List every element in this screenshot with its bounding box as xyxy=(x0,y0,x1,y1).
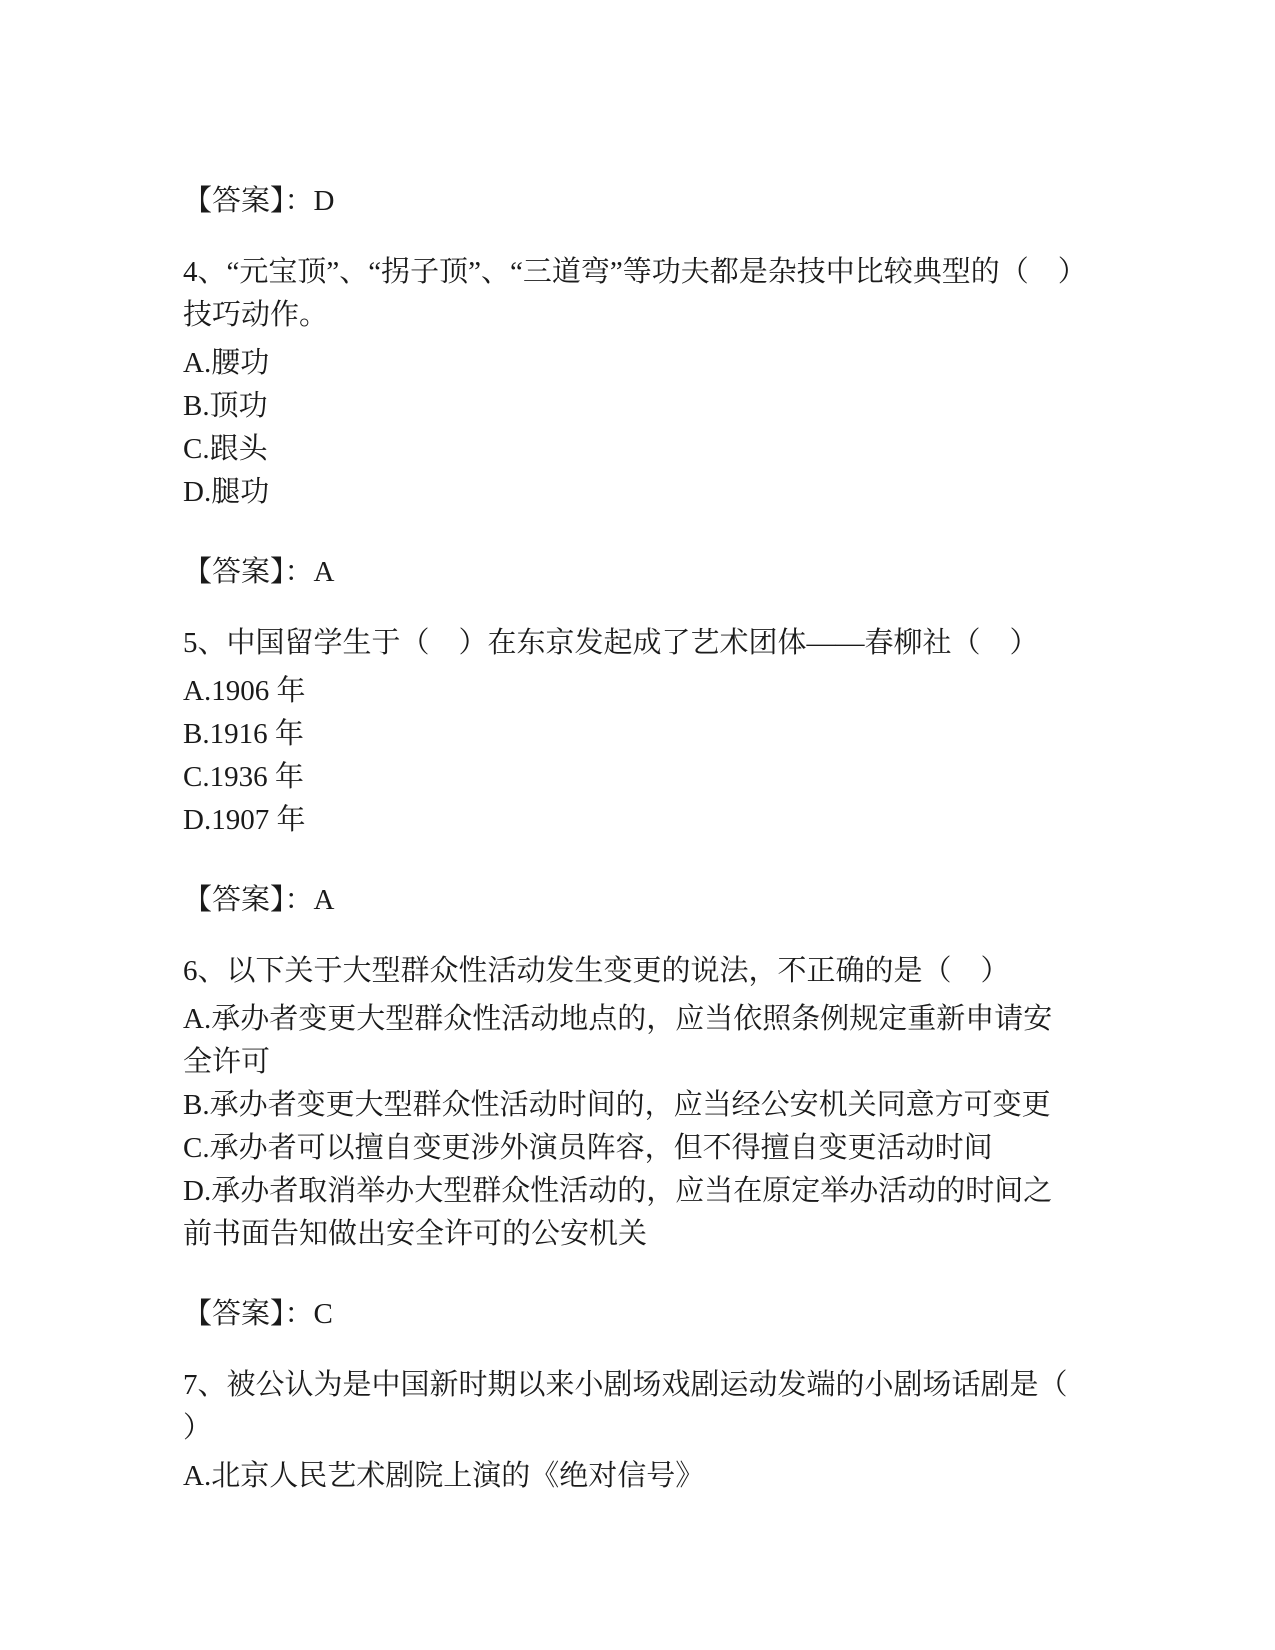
question-text xyxy=(183,622,1073,665)
question-block-6 xyxy=(183,950,1073,1256)
answer-line-q6 xyxy=(183,1293,1073,1336)
question-number: 5、 xyxy=(183,627,227,659)
question-block-5 xyxy=(183,622,1073,842)
question-body: 被公认为是中国新时期以来小剧场戏剧运动发端的小剧场话剧是（ ） xyxy=(183,1369,1068,1444)
question-body: “元宝顶”、“拐子顶”、“三道弯”等功夫都是杂技中比较典型的（ ）技巧动作。 xyxy=(183,256,1073,331)
option-d: D.承办者取消举办大型群众性活动的，应当在原定举办活动的时间之前书面告知做出安全许可的公安机关 xyxy=(183,1175,1053,1250)
question-number: 4、 xyxy=(183,256,227,288)
answer-label: 【答案】： xyxy=(183,556,314,588)
answer-label: 【答案】： xyxy=(183,884,314,916)
option-c: C.1936 年 xyxy=(183,761,304,793)
question-text xyxy=(183,251,1073,337)
option-a: A.承办者变更大型群众性活动地点的，应当依照条例规定重新申请安全许可 xyxy=(183,1003,1053,1078)
option-b: B.承办者变更大型群众性活动时间的，应当经公安机关同意方可变更 xyxy=(183,1089,1051,1121)
option-b: B.1916 年 xyxy=(183,718,304,750)
option-a: A.1906 年 xyxy=(183,675,306,707)
question-text xyxy=(183,1364,1073,1450)
options-list xyxy=(183,342,1073,514)
answer-value: A xyxy=(313,884,335,916)
answer-value: C xyxy=(313,1298,333,1330)
question-number: 6、 xyxy=(183,955,227,987)
question-body: 以下关于大型群众性活动发生变更的说法，不正确的是（ ） xyxy=(226,955,1010,987)
question-block-4 xyxy=(183,251,1073,514)
options-list xyxy=(183,998,1073,1256)
option-c: C.跟头 xyxy=(183,433,268,465)
answer-label: 【答案】： xyxy=(183,185,314,217)
exam-content xyxy=(183,143,1073,1498)
answer-line-q5 xyxy=(183,879,1073,922)
question-number: 7、 xyxy=(183,1369,227,1401)
option-b: B.顶功 xyxy=(183,390,268,422)
option-a: A.北京人民艺术剧院上演的《绝对信号》 xyxy=(183,1460,705,1492)
options-list xyxy=(183,670,1073,842)
option-a: A.腰功 xyxy=(183,347,270,379)
answer-value: A xyxy=(313,556,335,588)
answer-line-q3 xyxy=(183,180,1073,223)
option-d: D.腿功 xyxy=(183,476,270,508)
answer-value: D xyxy=(313,185,335,217)
answer-label: 【答案】： xyxy=(183,1298,314,1330)
question-body: 中国留学生于（ ）在东京发起成了艺术团体——春柳社（ ） xyxy=(226,627,1039,659)
option-c: C.承办者可以擅自变更涉外演员阵容，但不得擅自变更活动时间 xyxy=(183,1132,993,1164)
options-list xyxy=(183,1455,1073,1498)
answer-line-q4 xyxy=(183,551,1073,594)
option-d: D.1907 年 xyxy=(183,804,306,836)
question-block-7 xyxy=(183,1364,1073,1498)
question-text xyxy=(183,950,1073,993)
